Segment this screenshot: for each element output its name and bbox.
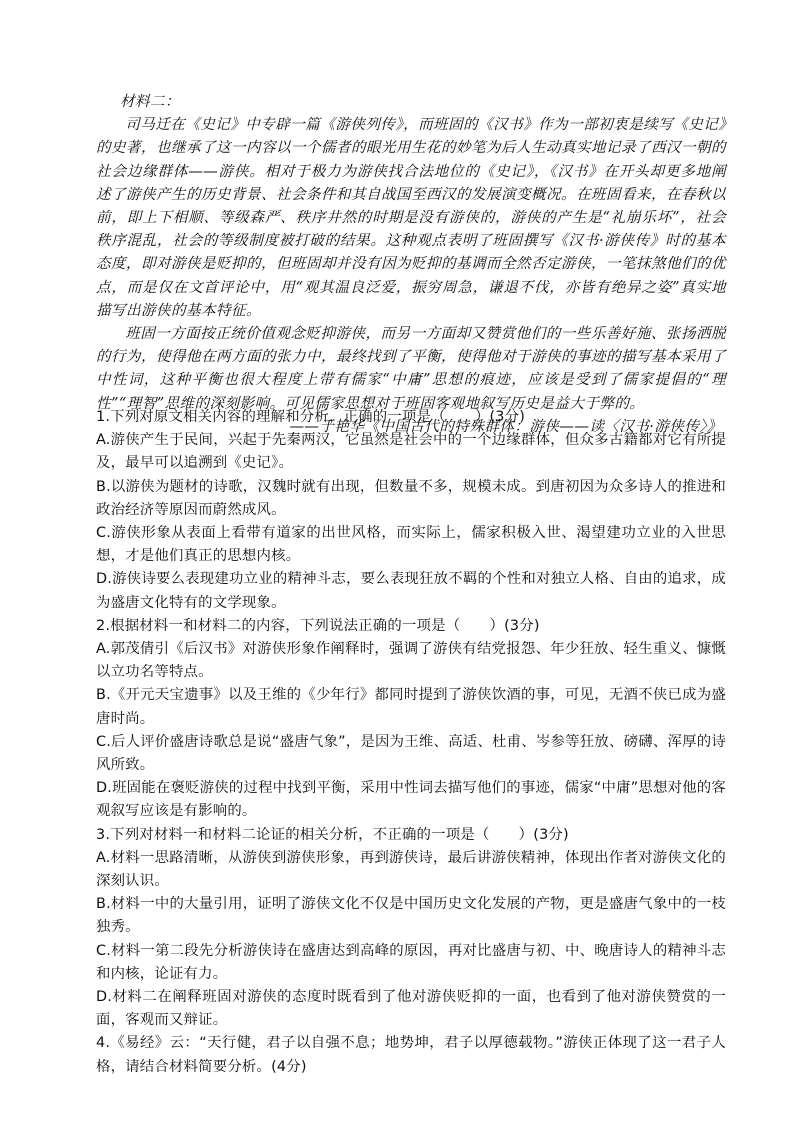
material-two-section <box>96 90 726 438</box>
option-d: D.班固能在褒贬游侠的过程中找到平衡，采用中性词去描写他们的事迹，儒家“中庸”思想对他的客观叙写应该是有影响的。 <box>96 780 726 820</box>
option-c: C.游侠形象从表面上看带有道家的出世风格，而实际上，儒家积极入世、渴望建功立业的入世思想，才是他们真正的思想内核。 <box>96 525 726 565</box>
question-2 <box>96 615 726 824</box>
option-d: D.材料二在阐释班固对游侠的态度时既看到了他对游侠贬抑的一面，也看到了他对游侠赞赏的一面，客观而又辩证。 <box>96 989 726 1029</box>
material-paragraph: 司马迁在《史记》中专辟一篇《游侠列传》，而班固的《汉书》作为一部初衷是续写《史记》的史著，也继承了这一内容以一个儒者的眼光用生花的妙笔为后人生动真实地记录了西汉一朝的社会边缘群体——游侠。相对于极力为游侠找合法地位的《史记》，《汉书》在开头却更多地阐述了游侠产生的历史背景、社会条件和其自战国至西汉的发展演变概况。在班固看来，在春秋以前，即上下相顺、等级森严、秩序井然的时期是没有游侠的，游侠的产生是“礼崩乐坏”，社会秩序混乱，社会的等级制度被打破的结果。这种观点表明了班固撰写《汉书·游侠传》时的基本态度，即对游侠是贬抑的，但班固却并没有因为贬抑的基调而全然否定游侠，一笔抹煞他们的优点，而是仅在文首评论中，用“观其温良泛爱，振穷周急，谦退不伐，亦皆有绝异之姿”真实地描写出游侠的基本特征。 <box>96 116 726 319</box>
option-a: A.材料一思路清晰，从游侠到游侠形象，再到游侠诗，最后讲游侠精神，体现出作者对游侠文化的深刻认识。 <box>96 849 726 890</box>
option-a: A.郭茂倩引《后汉书》对游侠形象作阐释时，强调了游侠有结党报怨、年少狂放、轻生重义、慷慨以立功名等特点。 <box>96 641 726 681</box>
option-c: C.后人评价盛唐诗歌总是说“盛唐气象”，是因为王维、高适、杜甫、岑参等狂放、磅礴、浑厚的诗风所致。 <box>96 733 726 774</box>
question-stem: 4.《易经》云：“天行健，君子以自强不息；地势坤，君子以厚德载物。”游侠正体现了这一君子人格，请结合材料简要分析。(4分) <box>96 1035 726 1075</box>
question-1 <box>96 406 726 615</box>
material-source: ——于艳华《中国古代的特殊群体：游侠——读〈汉书·游侠传〉》 <box>289 417 722 435</box>
question-4 <box>96 1032 726 1078</box>
material-heading: 材料二： <box>120 93 180 110</box>
questions-section <box>96 406 726 1079</box>
question-stem: 1.下列对原文相关内容的理解和分析，正确的一项是（ ）(3分) <box>96 409 526 425</box>
option-b: B.以游侠为题材的诗歌，汉魏时就有出现，但数量不多，规模未成。到唐初因为众多诗人的推进和政治经济等原因而蔚然成风。 <box>96 478 726 518</box>
question-stem: 2.根据材料一和材料二的内容，下列说法正确的一项是（ ）(3分) <box>96 617 540 634</box>
option-c: C.材料一第二段先分析游侠诗在盛唐达到高峰的原因，再对比盛唐与初、中、晚唐诗人的精神斗志和内核，论证有力。 <box>96 942 726 982</box>
question-stem: 3.下列对材料一和材料二论证的相关分析，不正确的一项是（ ）(3分) <box>96 826 569 843</box>
option-a: A.游侠产生于民间，兴起于先秦两汉，它虽然是社会中的一个边缘群体，但众多古籍都对它有所提及，最早可以追溯到《史记》。 <box>96 432 726 472</box>
question-3 <box>96 824 726 1033</box>
option-d: D.游侠诗要么表现建功立业的精神斗志，要么表现狂放不羁的个性和对独立人格、自由的追求，成为盛唐文化特有的文学现象。 <box>96 571 726 611</box>
option-b: B.材料一中的大量引用，证明了游侠文化不仅是中国历史文化发展的产物，更是盛唐气象中的一枝独秀。 <box>96 896 726 936</box>
option-b: B.《开元天宝遗事》以及王维的《少年行》都同时提到了游侠饮酒的事，可见，无酒不侠已成为盛唐时尚。 <box>96 687 726 727</box>
material-paragraph: 班固一方面按正统价值观念贬抑游侠，而另一方面却又赞赏他们的一些乐善好施、张扬洒脱的行为，使得他在两方面的张力中，最终找到了平衡，使得他对于游侠的事迹的描写基本采用了中性词，这种平衡也很大程度上带有儒家“中庸”思想的痕迹，应该是受到了儒家提倡的“理性”“理智”思维的深刻影响。可见儒家思想对于班固客观地叙写历史是益大于弊的。 <box>96 325 726 412</box>
